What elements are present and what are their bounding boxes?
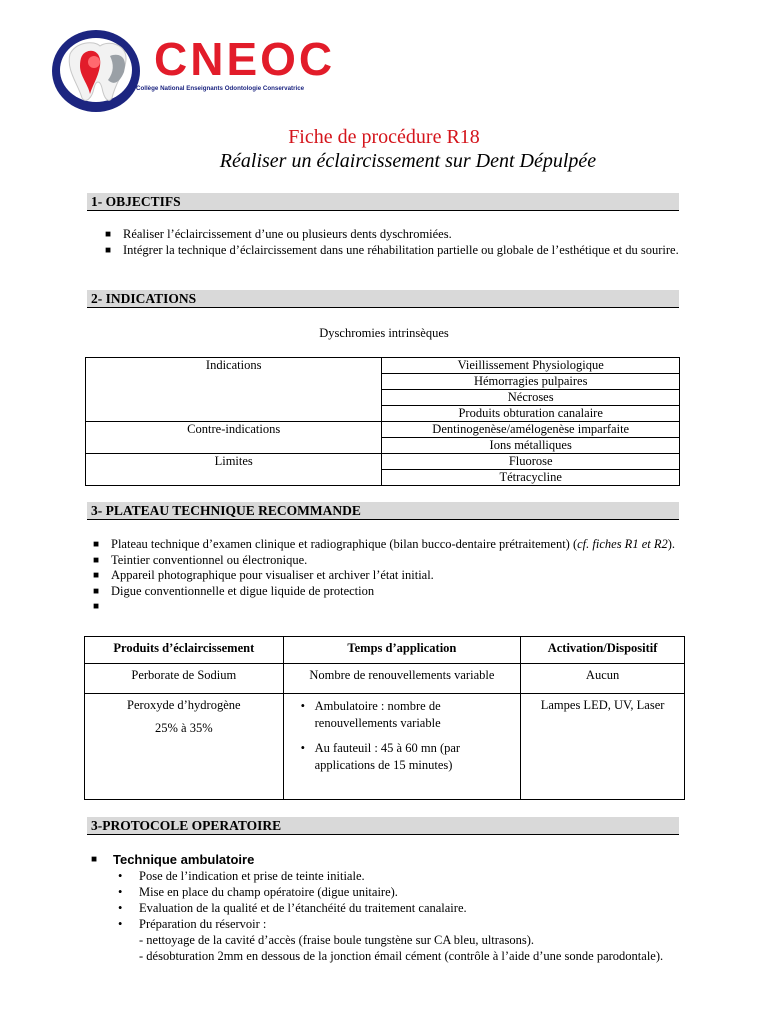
table-cell: Tétracycline [382, 470, 680, 486]
table-cell [85, 694, 284, 800]
list-item: - désobturation 2mm en dessous de la jonction émail cément (contrôle à l’aide d’une sonde parodontale). [139, 949, 664, 963]
section-heading-plateau: 3- PLATEAU TECHNIQUE RECOMMANDE [87, 502, 679, 520]
logo-subtitle: Collège National Enseignants Odontologie Conservatrice [136, 85, 305, 92]
indications-table [85, 357, 680, 486]
table-cell: Vieillissement Physiologique [382, 358, 680, 374]
bullet-icon: • [118, 885, 123, 899]
protocole-steps [113, 868, 683, 964]
bullet-icon: ■ [93, 570, 100, 581]
bullet-icon: • [118, 917, 123, 931]
protocole-content [91, 852, 683, 964]
table-cell: Ions métalliques [382, 438, 680, 454]
row-label: Limites [86, 454, 382, 486]
section-heading-protocole: 3-PROTOCOLE OPERATOIRE [87, 817, 679, 835]
table-header-row [85, 637, 685, 664]
column-header: Activation/Dispositif [521, 637, 685, 664]
table-row [86, 454, 680, 470]
list-item: ■ Plateau technique d’examen clinique et radiographique (bilan bucco-dentaire prétraitement) (cf. fiches R1 et R2). [93, 537, 676, 551]
table-row [85, 664, 685, 694]
bullet-icon: ■ [93, 554, 100, 566]
list-item: ■ Intégrer la technique d’éclaircissement dans une réhabilitation partielle ou globale de l’esthétique et du sourire. [105, 242, 679, 257]
table-cell [283, 694, 521, 800]
bullet-icon: ■ [105, 244, 112, 256]
list-item: • Au fauteuil : 45 à 60 mn (par applications de 15 minutes) [300, 741, 461, 772]
indications-caption: Dyschromies intrinsèques [319, 326, 449, 340]
cneoc-logo [50, 28, 336, 114]
table-row [85, 694, 685, 800]
bullet-icon: • [118, 901, 123, 915]
list-item [91, 599, 679, 614]
list-item: ■ Digue conventionnelle et digue liquide de protection [93, 583, 375, 598]
objectifs-list [103, 227, 679, 258]
table-cell: Nécroses [382, 390, 680, 406]
table-row [86, 358, 680, 374]
bullet-icon: • [300, 699, 306, 713]
table-cell: Perborate de Sodium [85, 664, 284, 694]
table-cell: Dentinogenèse/amélogenèse imparfaite [382, 422, 680, 438]
list-item: • Evaluation de la qualité et de l’étanchéité du traitement canalaire. [118, 901, 467, 915]
table-cell: Fluorose [382, 454, 680, 470]
bullet-icon: • [300, 741, 306, 755]
logo-wordmark: CNEOC [154, 33, 336, 85]
list-item: • Préparation du réservoir : [118, 917, 267, 931]
list-item: - nettoyage de la cavité d’accès (fraise boule tungstène sur CA bleu, ultrasons). [139, 933, 535, 947]
bullet-icon: ■ [93, 539, 100, 550]
bullet-icon: ■ [105, 229, 112, 240]
product-concentration: 25% à 35% [155, 721, 213, 735]
list-item: • Pose de l’indication et prise de teinte initiale. [118, 869, 365, 883]
section-heading-objectifs: 1- OBJECTIFS [87, 193, 679, 211]
table-cell: Nombre de renouvellements variable [283, 664, 521, 694]
bullet-icon: ■ [93, 585, 100, 597]
tooth-emblem-icon [50, 28, 142, 114]
plateau-list [91, 537, 679, 614]
technique-heading: ■ Technique ambulatoire [91, 852, 255, 867]
list-item: • Ambulatoire : nombre de renouvellements variable [300, 699, 441, 730]
bullet-icon: ■ [93, 601, 100, 612]
list-item: ■ Appareil photographique pour visualiser et archiver l’état initial. [93, 568, 434, 582]
time-list [285, 698, 520, 774]
list-item: ■ Réaliser l’éclaircissement d’une ou plusieurs dents dyschromiées. [105, 227, 452, 241]
table-row [86, 422, 680, 438]
column-header: Temps d’application [283, 637, 521, 664]
row-label: Indications [86, 358, 382, 422]
page-subtitle: Réaliser un éclaircissement sur Dent Dépulpée [219, 150, 597, 172]
column-header: Produits d’éclaircissement [85, 637, 284, 664]
table-cell: Produits obturation canalaire [382, 406, 680, 422]
section-heading-indications: 2- INDICATIONS [87, 290, 679, 308]
reference-link: cf. fiches R1 et R2 [577, 537, 668, 551]
list-item: • Mise en place du champ opératoire (digue unitaire). [118, 885, 398, 899]
bullet-icon: • [118, 869, 123, 883]
bullet-icon: ■ [91, 854, 98, 865]
table-cell: Hémorragies pulpaires [382, 374, 680, 390]
list-item: ■ Teintier conventionnel ou électronique. [93, 552, 308, 567]
page-title: Fiche de procédure R18 [288, 126, 480, 148]
table-cell: Lampes LED, UV, Laser [521, 694, 685, 800]
row-label: Contre-indications [86, 422, 382, 454]
product-name: Peroxyde d’hydrogène [127, 698, 241, 712]
table-cell: Aucun [521, 664, 685, 694]
products-table [84, 636, 685, 800]
